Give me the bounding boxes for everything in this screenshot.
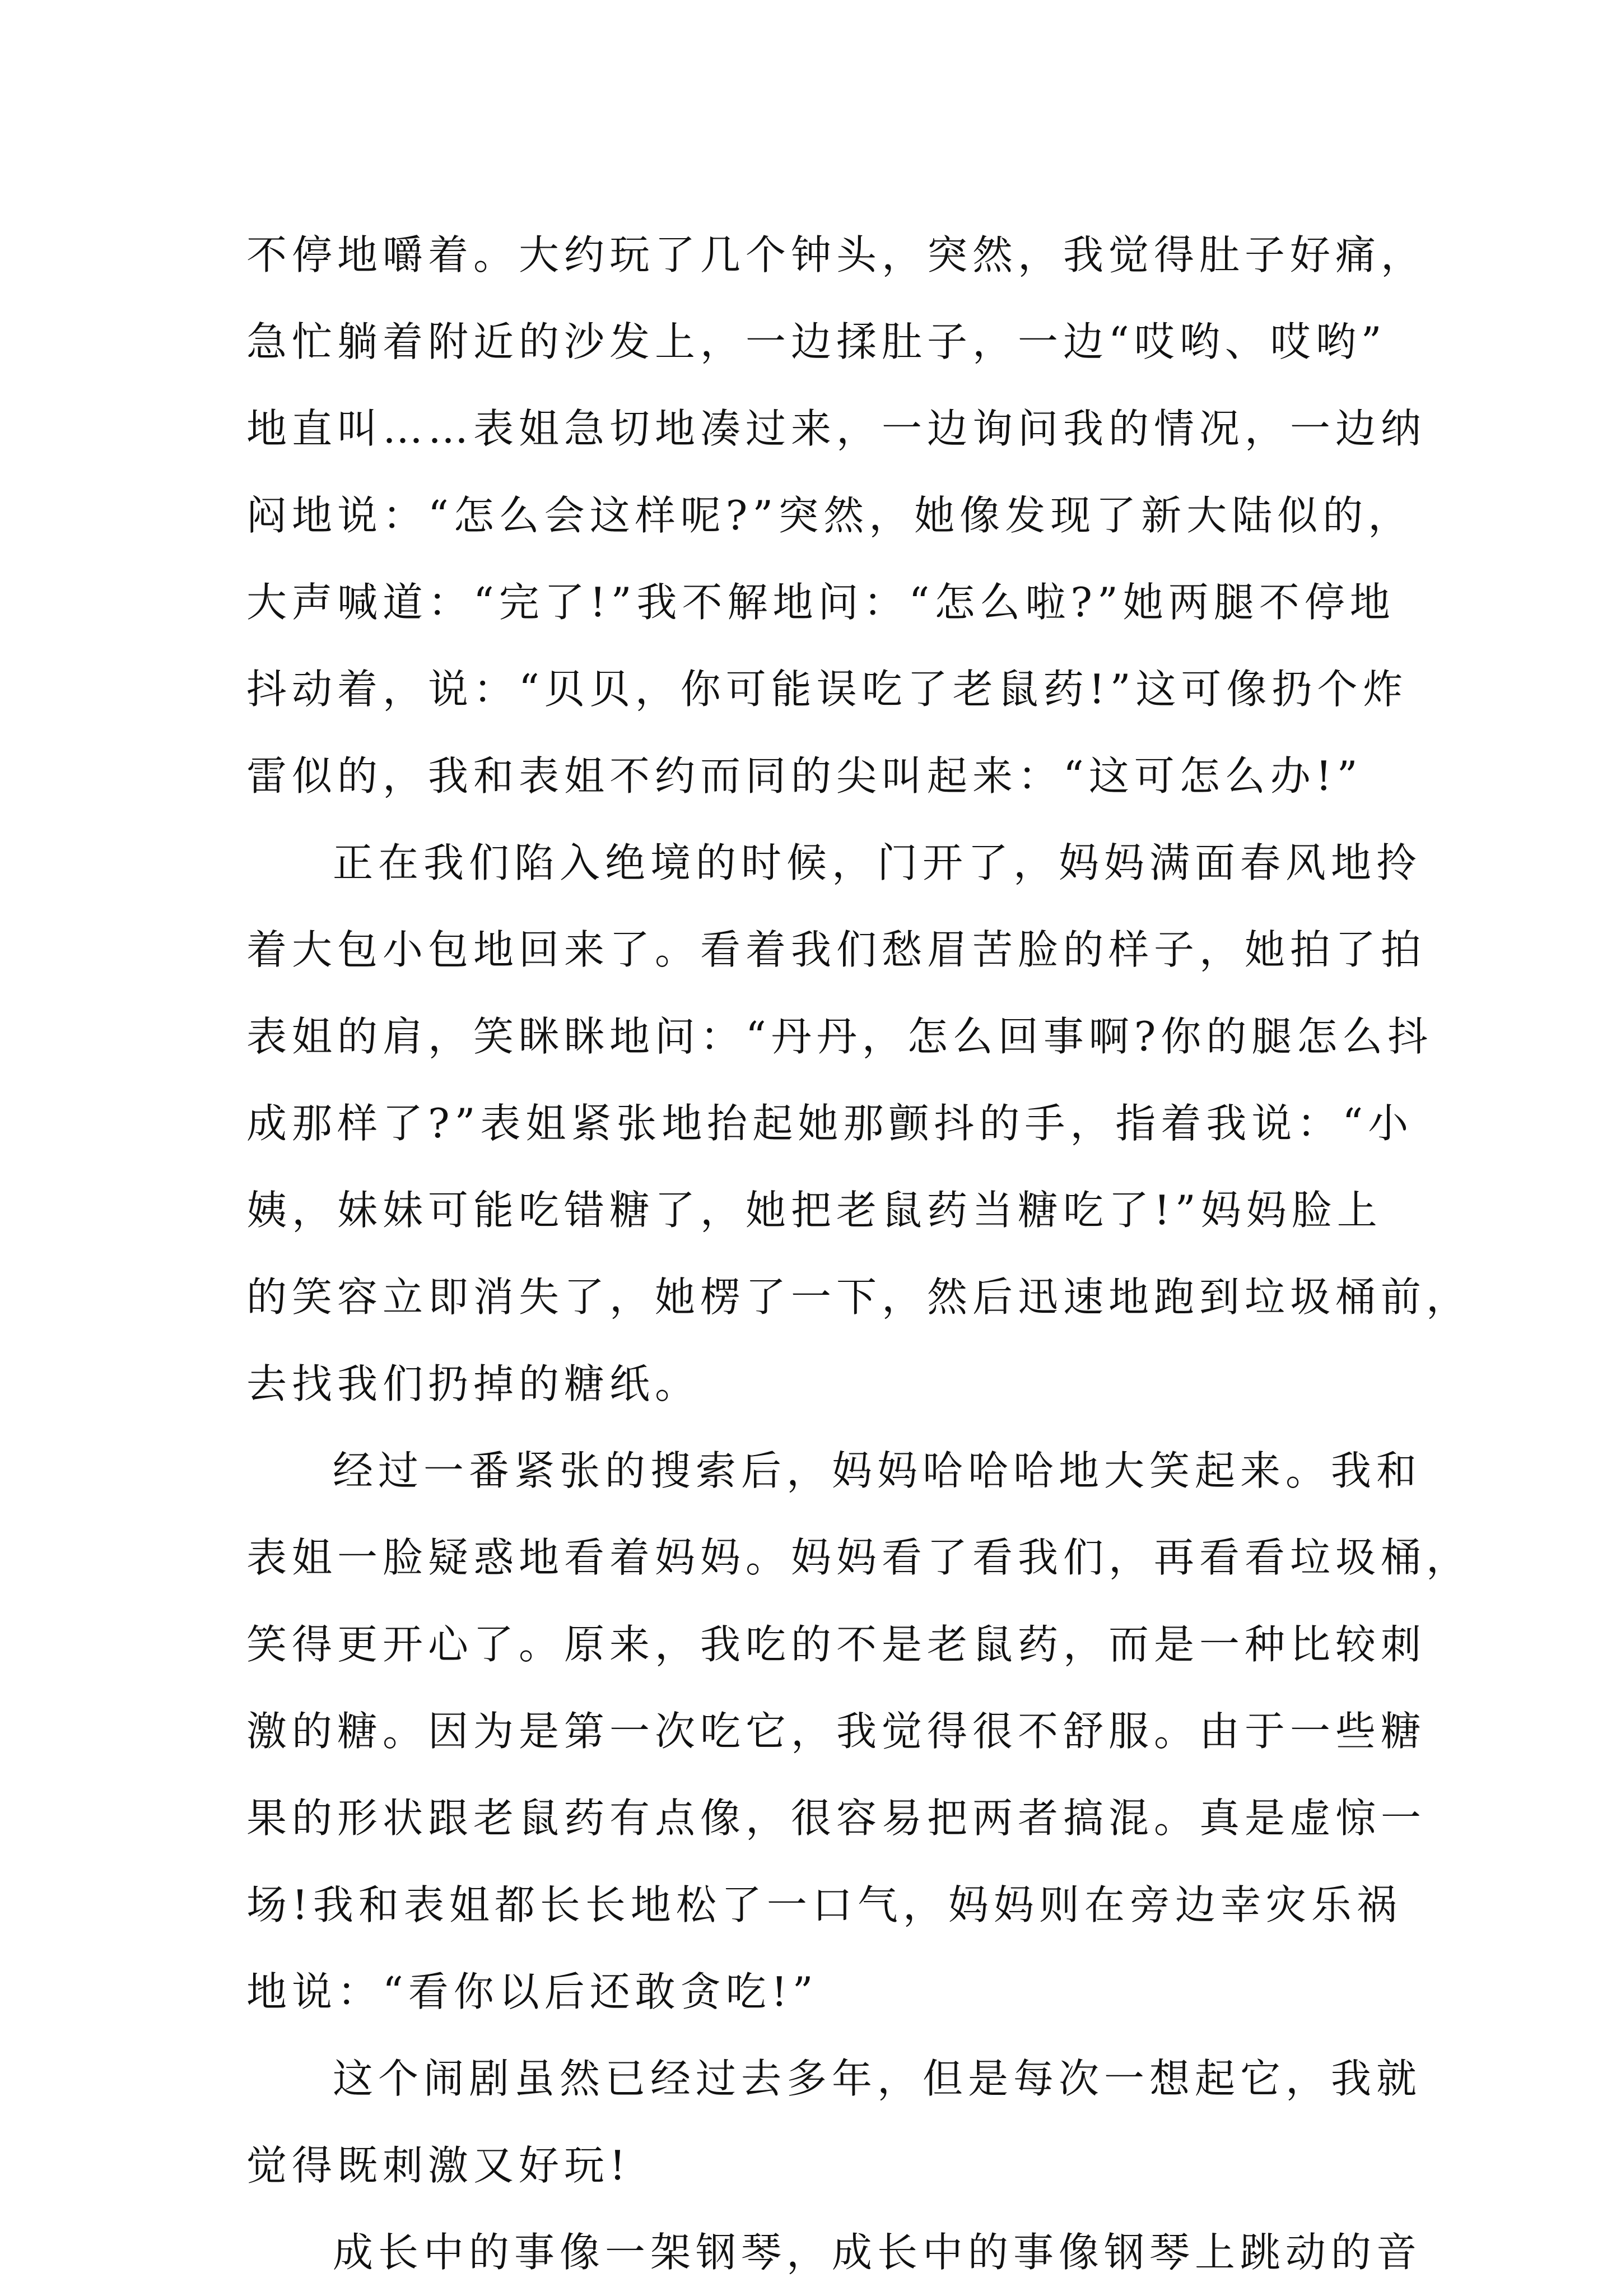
text-line: 场!我和表姐都长长地松了一口气，妈妈则在旁边幸灾乐祸 xyxy=(246,1881,1402,1928)
text-line: 地直叫……表姐急切地凑过来，一边询问我的情况，一边纳 xyxy=(246,405,1427,452)
text-line: 表姐一脸疑惑地看着妈妈。妈妈看了看我们，再看看垃圾桶， xyxy=(246,1534,1472,1581)
text-line: 去找我们扔掉的糖纸。 xyxy=(246,1360,701,1407)
text-line: 的笑容立即消失了，她楞了一下，然后迅速地跑到垃圾桶前， xyxy=(246,1274,1472,1321)
text-line: 表姐的肩，笑眯眯地问：“丹丹，怎么回事啊?你的腿怎么抖 xyxy=(246,1013,1433,1060)
text-line: 姨，妹妹可能吃错糖了，她把老鼠药当糖吃了!”妈妈脸上 xyxy=(246,1187,1382,1234)
text-line: 激的糖。因为是第一次吃它，我觉得很不舒服。由于一些糖 xyxy=(246,1708,1427,1755)
text-line: 抖动着，说：“贝贝，你可能误吃了老鼠药!”这可像扔个炸 xyxy=(246,666,1408,713)
text-line: 闷地说：“怎么会这样呢?”突然，她像发现了新大陆似的， xyxy=(246,492,1414,539)
text-line: 不停地嚼着。大约玩了几个钟头，突然，我觉得肚子好痛， xyxy=(246,231,1427,278)
text-line: 地说：“看你以后还敢贪吃!” xyxy=(246,1968,818,2015)
text-line: 觉得既刺激又好玩! xyxy=(246,2142,631,2189)
text-line: 急忙躺着附近的沙发上，一边揉肚子，一边“哎哟、哎哟” xyxy=(246,318,1387,365)
text-line: 雷似的，我和表姐不约而同的尖叫起来：“这可怎么办!” xyxy=(246,752,1363,800)
text-line: 着大包小包地回来了。看着我们愁眉苦脸的样子，她拍了拍 xyxy=(246,926,1427,973)
essay-body xyxy=(246,212,1472,2296)
paragraph-first-line: 成长中的事像一架钢琴，成长中的事像钢琴上跳动的音 xyxy=(333,2229,1422,2276)
paragraph-first-line: 正在我们陷入绝境的时候，门开了，妈妈满面春风地拎 xyxy=(333,839,1422,886)
text-line: 成那样了?”表姐紧张地抬起她那颤抖的手，指着我说：“小 xyxy=(246,1100,1414,1147)
paragraph-first-line: 这个闹剧虽然已经过去多年，但是每次一想起它，我就 xyxy=(333,2055,1422,2102)
text-line: 大声喊道：“完了!”我不解地问：“怎么啦?”她两腿不停地 xyxy=(246,579,1395,626)
text-line: 果的形状跟老鼠药有点像，很容易把两者搞混。真是虚惊一 xyxy=(246,1795,1427,1842)
paragraph-first-line: 经过一番紧张的搜索后，妈妈哈哈哈地大笑起来。我和 xyxy=(333,1447,1422,1494)
text-line: 笑得更开心了。原来，我吃的不是老鼠药，而是一种比较刺 xyxy=(246,1621,1427,1668)
